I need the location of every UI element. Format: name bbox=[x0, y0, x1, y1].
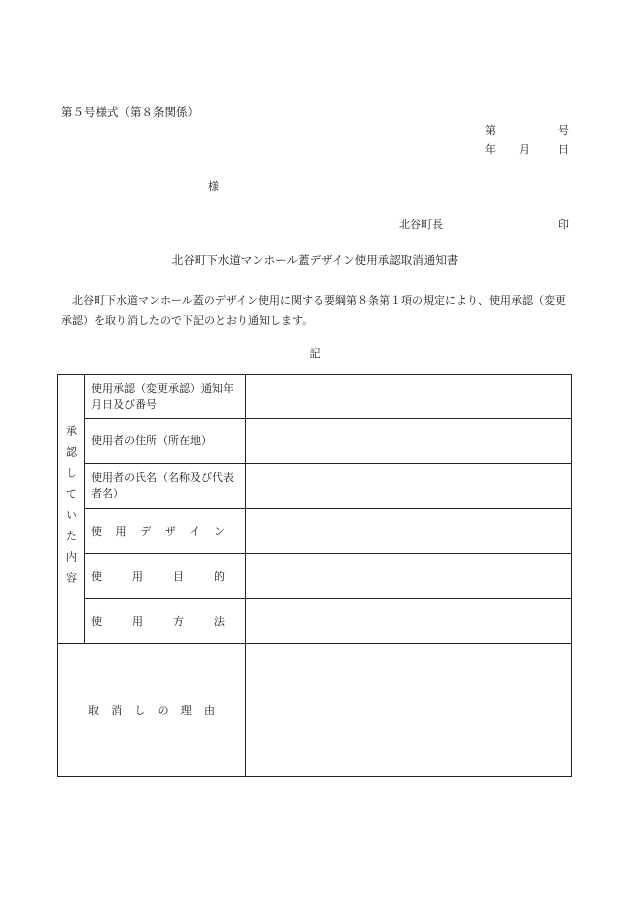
label-char: し bbox=[134, 704, 146, 717]
label-char: ン bbox=[213, 525, 225, 538]
detail-table bbox=[57, 374, 572, 777]
input-cell-purpose[interactable] bbox=[246, 554, 572, 599]
addressee-honorific: 様 bbox=[208, 180, 219, 193]
document-title: 北谷町下水道マンホール蓋デザイン使用承認取消通知書 bbox=[171, 253, 459, 267]
row-label: 使用者の氏名（名称及び代表者名） bbox=[85, 464, 246, 509]
document-number-prefix: 第 bbox=[485, 124, 496, 137]
label-char: 理 bbox=[180, 704, 192, 717]
date-day-label: 日 bbox=[558, 143, 569, 156]
label-char: イ bbox=[189, 525, 201, 538]
row-label-cell bbox=[85, 599, 246, 644]
input-cell-address[interactable] bbox=[246, 419, 572, 464]
label-char: の bbox=[157, 704, 169, 717]
label-char: ザ bbox=[164, 525, 176, 538]
side-header-cell bbox=[58, 375, 85, 644]
row-label: 使用承認（変更承認）通知年月日及び番号 bbox=[85, 375, 246, 419]
input-cell-name[interactable] bbox=[246, 464, 572, 509]
reason-label bbox=[58, 702, 245, 718]
label-char: 使 bbox=[91, 525, 102, 538]
table-row bbox=[58, 509, 572, 554]
input-cell-design[interactable] bbox=[246, 509, 572, 554]
label-char: 消 bbox=[111, 704, 123, 717]
row-label-cell bbox=[85, 509, 246, 554]
date-year-label: 年 bbox=[485, 143, 496, 156]
label-char: 使 bbox=[91, 570, 102, 583]
table-row bbox=[58, 644, 572, 777]
label-char: 方 bbox=[173, 615, 184, 628]
label-char: デ bbox=[140, 525, 152, 538]
date-month-label: 月 bbox=[519, 143, 530, 156]
row-label-cell bbox=[85, 554, 246, 599]
ki-heading: 記 bbox=[309, 347, 321, 360]
side-header-label: 承認していた内容 bbox=[64, 425, 78, 593]
label-char: 的 bbox=[214, 570, 225, 583]
row-label: 使用者の住所（所在地） bbox=[85, 419, 246, 464]
form-number: 第５号様式（第８条関係） bbox=[61, 105, 199, 119]
table-row bbox=[58, 599, 572, 644]
input-cell-method[interactable] bbox=[246, 599, 572, 644]
label-char: 法 bbox=[214, 615, 225, 628]
reason-label-cell bbox=[58, 644, 246, 777]
label-char: 取 bbox=[88, 704, 99, 717]
seal-mark: 印 bbox=[558, 218, 569, 231]
row-label-method bbox=[85, 613, 245, 629]
table-row bbox=[58, 464, 572, 509]
row-label-purpose bbox=[85, 568, 245, 584]
input-cell-approval-date-number[interactable] bbox=[246, 375, 572, 419]
label-char: 用 bbox=[132, 615, 143, 628]
body-paragraph: 北谷町下水道マンホール蓋のデザイン使用に関する要綱第８条第１項の規定により、使用承認（変更承認）を取り消したので下記のとおり通知します。 bbox=[61, 294, 567, 327]
issuer-title: 北谷町長 bbox=[399, 218, 443, 231]
label-char: 由 bbox=[203, 704, 215, 717]
table-row bbox=[58, 375, 572, 419]
label-char: 目 bbox=[173, 570, 184, 583]
row-label-design bbox=[85, 523, 245, 539]
input-cell-reason[interactable] bbox=[246, 644, 572, 777]
label-char: 用 bbox=[132, 570, 143, 583]
document-number-suffix: 号 bbox=[558, 124, 569, 137]
label-char: 使 bbox=[91, 615, 102, 628]
label-char: 用 bbox=[115, 525, 127, 538]
table-row bbox=[58, 554, 572, 599]
table-row bbox=[58, 419, 572, 464]
